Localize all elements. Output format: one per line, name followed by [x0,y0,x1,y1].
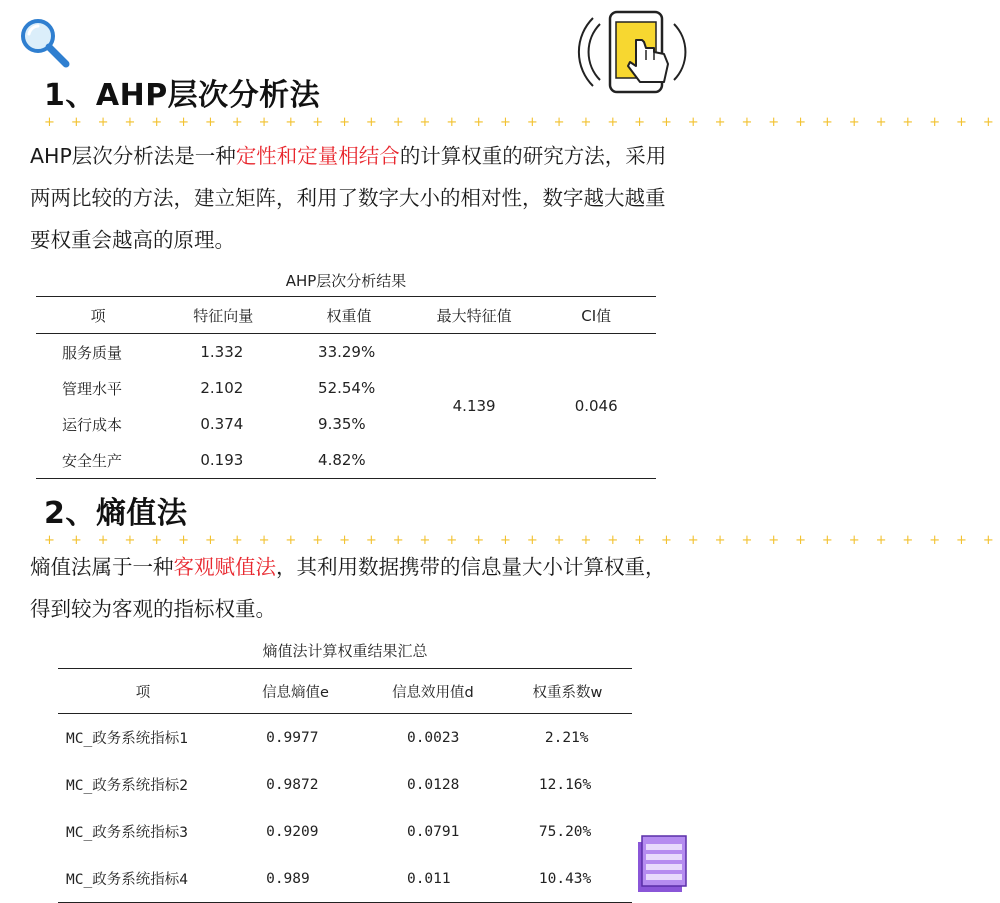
ahp-col-item: 项 [36,297,160,334]
ahp-cell-vector: 1.332 [200,343,244,361]
ahp-cell-weight: 9.35% [318,415,366,433]
section1-para-suffix: 的计算权重的研究方法，采用两两比较的方法，建立矩阵，利用了数字大小的相对性，数字越大越重要权重会越高的原理。 [30,144,667,252]
entropy-cell-e: 0.989 [266,870,310,887]
entropy-col-item: 项 [58,669,228,714]
entropy-cell-item: MC_政务系统指标1 [66,731,188,747]
section1-para-highlight: 定性和定量相结合 [235,144,400,168]
section1-para-prefix: AHP层次分析法是一种 [30,144,236,168]
ahp-cell-max-eigen: 4.139 [452,397,496,415]
ahp-cell-vector: 0.193 [200,451,244,469]
ahp-cell-ci: 0.046 [574,397,618,415]
section2-para-prefix: 熵值法属于一种 [30,555,174,579]
ahp-cell-item: 服务质量 [62,343,123,362]
ahp-col-weight: 权重值 [286,297,412,334]
section1-dots: + + + + + + + + + + + + + + + + + + + + + + + + + + + + + + + + + + + + [44,115,1000,130]
section1-paragraph [30,135,670,261]
entropy-col-w: 权重系数w [503,669,632,714]
entropy-table-caption: 熵值法计算权重结果汇总 [262,642,428,660]
ahp-cell-weight: 33.29% [318,343,376,361]
entropy-cell-d: 0.0023 [406,729,460,746]
ahp-col-vector: 特征向量 [160,297,286,334]
entropy-cell-w: 75.20% [538,823,592,840]
entropy-cell-w: 10.43% [538,870,592,887]
ahp-table-header [36,297,656,334]
table-row [58,714,632,762]
table-row [58,808,632,855]
entropy-col-e: 信息熵值e [228,669,363,714]
ahp-cell-weight: 4.82% [318,451,366,469]
entropy-cell-item: MC_政务系统指标2 [66,778,188,794]
entropy-cell-item: MC_政务系统指标4 [66,872,188,888]
ahp-cell-item: 管理水平 [62,379,123,398]
ahp-cell-weight: 52.54% [318,379,376,397]
ahp-table [36,296,656,479]
ahp-cell-item: 运行成本 [62,415,123,434]
ahp-col-max-eigen: 最大特征值 [412,297,536,334]
entropy-cell-d: 0.0128 [406,776,460,793]
entropy-cell-e: 0.9872 [266,776,319,793]
entropy-cell-e: 0.9209 [266,823,319,840]
table-row [58,855,632,903]
table-row [36,334,656,371]
entropy-table-header [58,669,632,714]
section1-heading: 1、AHP层次分析法 [44,78,321,113]
ahp-cell-item: 安全生产 [62,451,123,470]
touch-phone-icon [584,4,688,96]
entropy-table [58,668,632,903]
entropy-cell-e: 0.9977 [266,729,319,746]
section2-paragraph [30,546,670,630]
ahp-cell-vector: 2.102 [200,379,244,397]
search-icon [14,12,74,72]
ahp-cell-vector: 0.374 [200,415,244,433]
ahp-col-ci: CI值 [536,297,656,334]
section2-para-highlight: 客观赋值法 [173,555,276,579]
section2-dots: + + + + + + + + + + + + + + + + + + + + + + + + + + + + + + + + + + + + [44,533,1000,548]
entropy-col-d: 信息效用值d [363,669,503,714]
entropy-cell-d: 0.011 [406,870,451,887]
table-row [58,761,632,808]
section2-para-suffix: ，其利用数据携带的信息量大小计算权重，得到较为客观的指标权重。 [30,555,666,621]
entropy-cell-item: MC_政务系统指标3 [66,825,188,841]
entropy-cell-w: 12.16% [538,776,592,793]
entropy-cell-w: 2.21% [544,729,589,746]
ahp-table-caption: AHP层次分析结果 [285,272,407,290]
stacked-screens-icon [630,832,690,892]
entropy-cell-d: 0.0791 [406,823,460,840]
section2-heading: 2、熵值法 [44,496,188,531]
